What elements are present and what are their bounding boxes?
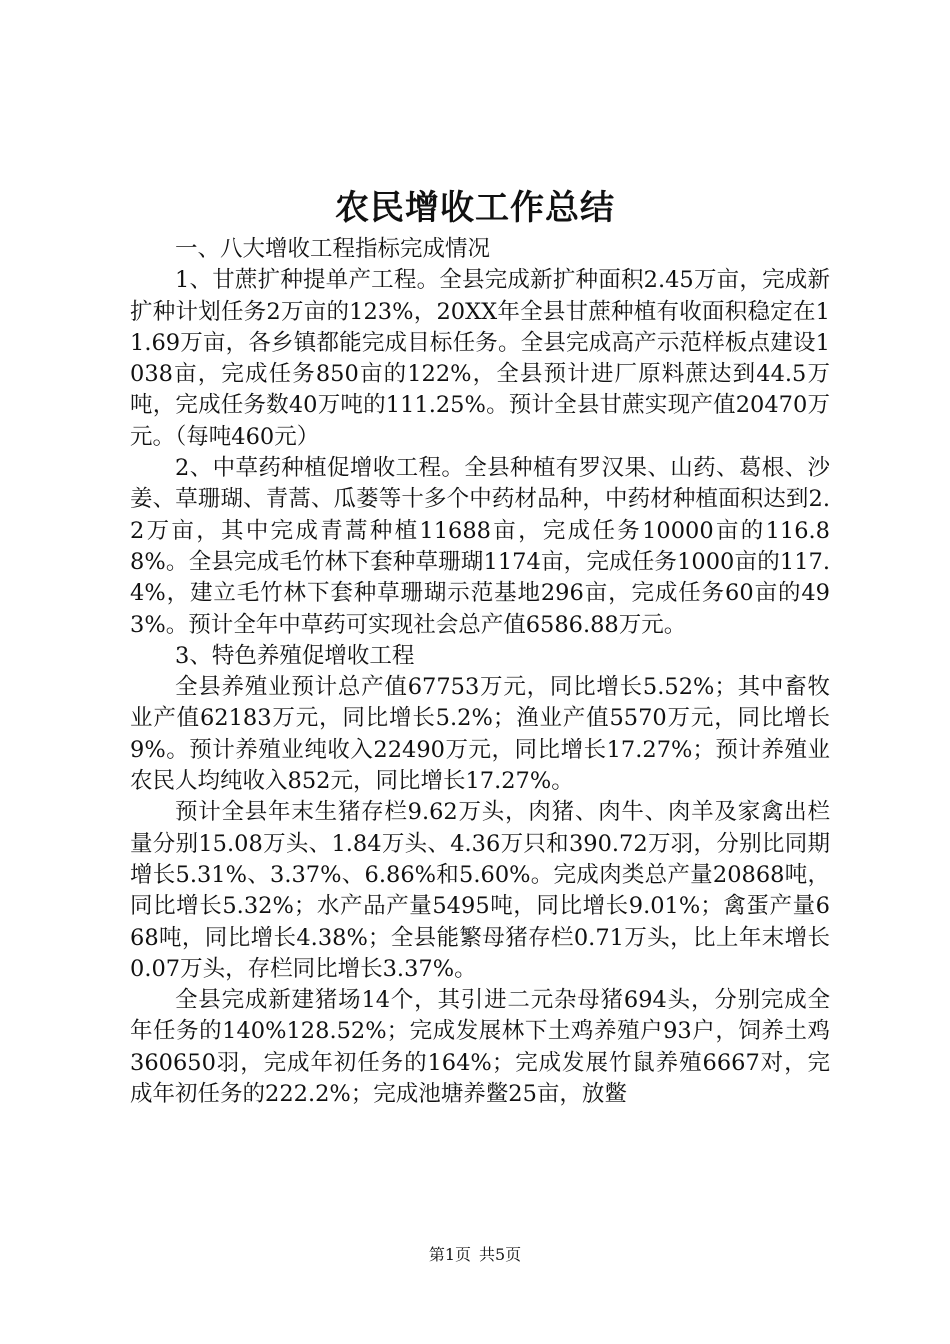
section-heading: 一、八大增收工程指标完成情况	[175, 236, 491, 262]
page-number: 第1页	[428, 1245, 471, 1264]
paragraph-livestock-stock: 预计全县年末生猪存栏9.62万头，肉猪、肉牛、肉羊及家禽出栏量分别15.08万头、1.84万头、4.36万只和390.72万羽，分别比同期增长5.31%、3.37%、6.86%和5.60%。完成肉类总产量20868吨，同比增长5.32%；水产品产量5495吨，同比增长9.01%；禽蛋产量668吨，同比增长4.38%；全县能繁母猪存栏0.71万头，比上年末增长0.07万头，存栏同比增长3.37%。	[130, 799, 830, 982]
paragraph-new-farms: 全县完成新建猪场14个，其引进二元杂母猪694头，分别完成全年任务的140%128.52%；完成发展林下土鸡养殖户93户，饲养土鸡360650羽，完成年初任务的164%；完成发展竹鼠养殖6667对，完成年初任务的222.2%；完成池塘养鳖25亩，放鳖	[130, 987, 830, 1108]
page-total: 共5页	[479, 1245, 522, 1264]
subsection-heading-breeding: 3、特色养殖促增收工程	[175, 642, 415, 669]
page-footer	[0, 1244, 950, 1266]
paragraph-breeding-output: 全县养殖业预计总产值67753万元，同比增长5.52%；其中畜牧业产值62183万元，同比增长5.2%；渔业产值5570万元，同比增长9%。预计养殖业纯收入22490万元，同比增长17.27%；预计养殖业农民人均纯收入852元，同比增长17.27%。	[130, 674, 830, 795]
paragraph-sugarcane: 1、甘蔗扩种提单产工程。全县完成新扩种面积2.45万亩，完成新扩种计划任务2万亩的123%，20XX年全县甘蔗种植有收面积稳定在11.69万亩，各乡镇都能完成目标任务。全县完成高产示范样板点建设1038亩，完成任务850亩的122%，全县预计进厂原料蔗达到44.5万吨，完成任务数40万吨的111.25%。预计全县甘蔗实现产值20470万元。（每吨460元）	[130, 267, 830, 450]
document-body	[130, 234, 830, 1110]
document-title: 农民增收工作总结	[335, 188, 615, 228]
paragraph-herbal-medicine: 2、中草药种植促增收工程。全县种植有罗汉果、山药、葛根、沙姜、草珊瑚、青蒿、瓜蒌等十多个中药材品种，中药材种植面积达到2.2万亩，其中完成青蒿种植11688亩，完成任务10000亩的116.88%。全县完成毛竹林下套种草珊瑚1174亩，完成任务1000亩的117.4%，建立毛竹林下套种草珊瑚示范基地296亩，完成任务60亩的493%。预计全年中草药可实现社会总产值6586.88万元。	[130, 455, 830, 638]
